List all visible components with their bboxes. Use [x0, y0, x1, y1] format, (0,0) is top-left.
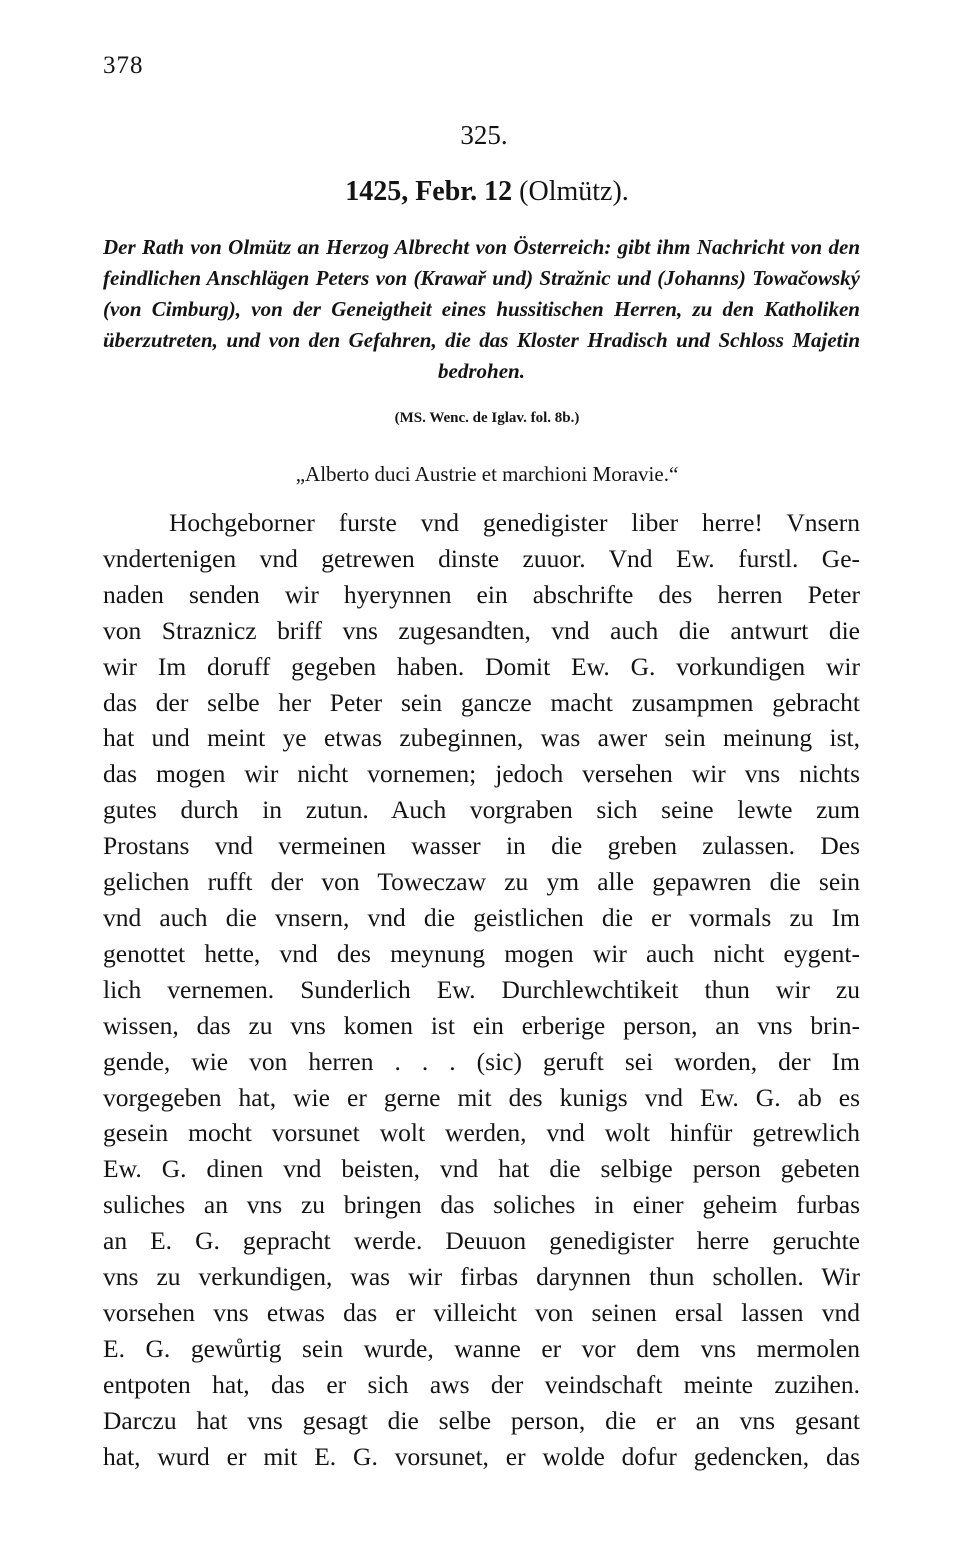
body-line: Prostans vnd vermeinen wasser in die greben zulassen. Des — [103, 831, 860, 861]
body-line: Hochgeborner furste vnd genedigister liber herre! Vnsern — [169, 508, 860, 537]
body-line: vorgegeben hat, wie er gerne mit des kunigs vnd Ew. G. ab es — [103, 1082, 860, 1112]
body-line: vnd auch die vnsern, vnd die geistlichen die er vormals zu Im — [103, 902, 860, 932]
body-line: Ew. G. dinen vnd beisten, vnd hat die selbige person gebeten — [103, 1154, 860, 1184]
body-line: vorsehen vns etwas das er villeicht von seinen ersal lassen vnd — [103, 1297, 860, 1327]
body-line: gelichen rufft der von Toweczaw zu ym alle gepawren die sein — [103, 867, 860, 897]
body-line: gesein mocht vorsunet wolt werden, vnd wolt hinfür getrewlich — [103, 1118, 860, 1148]
body-line: naden senden wir hyerynnen ein abschrifte des herren Peter — [103, 579, 860, 609]
dateline-date: 1425, Febr. 12 — [345, 176, 513, 207]
body-line: hat und meint ye etwas zubeginnen, was awer sein meinung ist, — [103, 723, 860, 753]
body-line: wir Im doruff gegeben haben. Domit Ew. G. vorkundigen wir — [103, 651, 860, 681]
body-line: an E. G. gepracht werde. Deuuon genedigister herre geruchte — [103, 1226, 860, 1256]
page-number: 378 — [103, 52, 144, 79]
document-number: 325. — [460, 120, 508, 150]
regest-summary: Der Rath von Olmütz an Herzog Albrecht von Österreich: gibt ihm Nachricht von den feindlichen Anschlägen Peters von (Krawař und) Stražnic und (Johanns) Towačowský (von Cimburg), von der Geneigtheit eines hussitischen Herren, zu den Katholiken überzutreten, und von den Gefahren, die das Kloster Hradisch und Schloss Majetin bedrohen. — [103, 235, 860, 383]
dateline-place: (Olmütz). — [519, 176, 629, 207]
letter-address: „Alberto duci Austrie et marchioni Moravie.“ — [295, 462, 679, 486]
body-line: wissen, das zu vns komen ist ein erberige person, an vns brin- — [103, 1010, 860, 1040]
letter-body — [103, 505, 860, 1474]
body-line: suliches an vns zu bringen das soliches in einer geheim furbas — [103, 1190, 860, 1220]
body-line: E. G. gewůrtig sein wurde, wanne er vor dem vns mermolen — [103, 1333, 860, 1363]
body-line: Darczu hat vns gesagt die selbe person, die er an vns gesant — [103, 1405, 860, 1435]
body-line: entpoten hat, das er sich aws der veindschaft meinte zuzihen. — [103, 1369, 860, 1399]
dateline — [0, 176, 960, 208]
body-line: vndertenigen vnd getrewen dinste zuuor. Vnd Ew. furstl. Ge- — [103, 543, 860, 573]
body-line: vns zu verkundigen, was wir firbas darynnen thun schollen. Wir — [103, 1262, 860, 1292]
source-reference: (MS. Wenc. de Iglav. fol. 8b.) — [394, 410, 580, 426]
body-line: gutes durch in zutun. Auch vorgraben sich seine lewte zum — [103, 795, 860, 825]
body-line: genottet hette, vnd des meynung mogen wir auch nicht eygent- — [103, 938, 860, 968]
body-line: von Straznicz briff vns zugesandten, vnd auch die antwurt die — [103, 615, 860, 645]
body-line: gende, wie von herren . . . (sic) geruft sei worden, der Im — [103, 1046, 860, 1076]
body-line: das der selbe her Peter sein gancze macht zusampmen gebracht — [103, 687, 860, 717]
body-line: hat, wurd er mit E. G. vorsunet, er wolde dofur gedencken, das — [103, 1441, 860, 1471]
body-line: das mogen wir nicht vornemen; jedoch versehen wir vns nichts — [103, 759, 860, 789]
body-line: lich vernemen. Sunderlich Ew. Durchlewchtikeit thun wir zu — [103, 974, 860, 1004]
